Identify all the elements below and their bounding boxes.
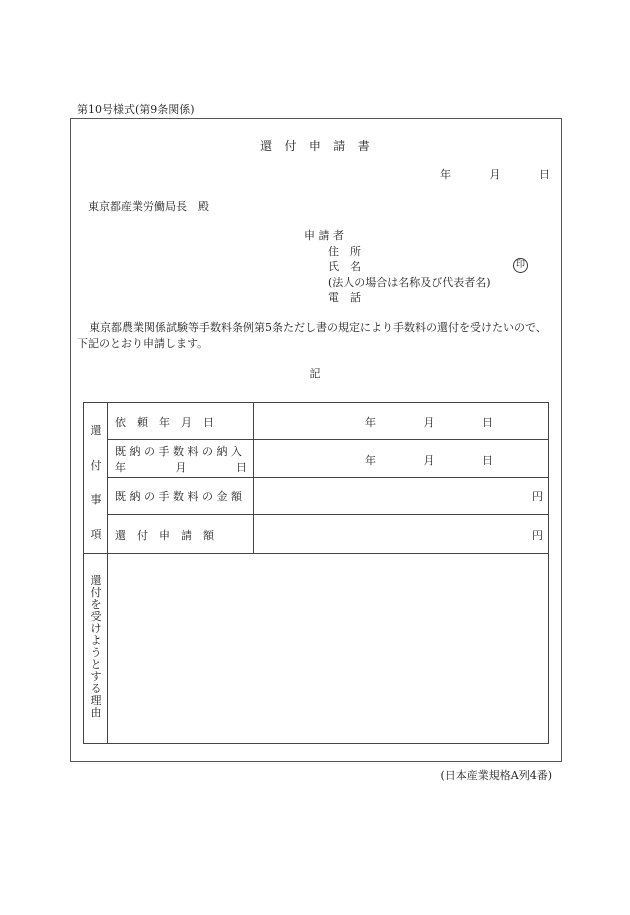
request-date-value[interactable]: 年 月 日 [365,416,493,429]
seal-icon: 印 [513,258,528,273]
paper-size-note: (日本産業規格A列4番) [440,769,552,782]
request-date-label: 依 頼 年 月 日 [115,416,214,429]
side-label-2: 付 [90,459,102,472]
side-label-3: 事 [90,493,102,506]
paid-amount-yen[interactable]: 円 [532,490,543,503]
application-date [440,166,550,182]
applicant-name-label: 氏 名 [328,260,361,273]
reason-field[interactable] [108,554,548,743]
refund-amount-label: 還 付 申 請 額 [115,529,214,542]
applicant-corporate-note: (法人の場合は名称及び代表者名) [328,275,491,289]
date-month-label: 月 [489,168,501,181]
reason-label: 還 付 を 受 け よ う と す る 理 由 [90,574,102,719]
refund-details-table [83,402,549,744]
applicant-address-label: 住 所 [328,244,361,258]
document-title: 還 付 申 請 書 [260,139,370,153]
form-number: 第10号様式(第9条関係) [77,103,195,116]
paid-date-value[interactable]: 年 月 日 [365,454,493,467]
date-day-label: 日 [539,168,550,181]
applicant-block [304,228,491,306]
paid-date-label: 既 納 の 手 数 料 の 納 入 年 月 日 [115,445,247,474]
ki-heading: 記 [309,367,321,380]
paid-amount-label: 既 納 の 手 数 料 の 金 額 [115,490,242,503]
refund-amount-yen[interactable]: 円 [532,529,543,542]
application-statement: 東京都農業関係試験等手数料条例第5条ただし書の規定により手数料の還付を受けたいので、下記のとおり申請します。 [77,321,547,350]
date-year-label: 年 [440,168,451,181]
applicant-phone-label: 電 話 [328,291,361,304]
side-label-4: 項 [90,528,102,541]
applicant-heading: 申 請 者 [304,229,344,242]
addressee: 東京都産業労働局長 殿 [88,200,209,213]
side-label-1: 還 [90,424,102,437]
